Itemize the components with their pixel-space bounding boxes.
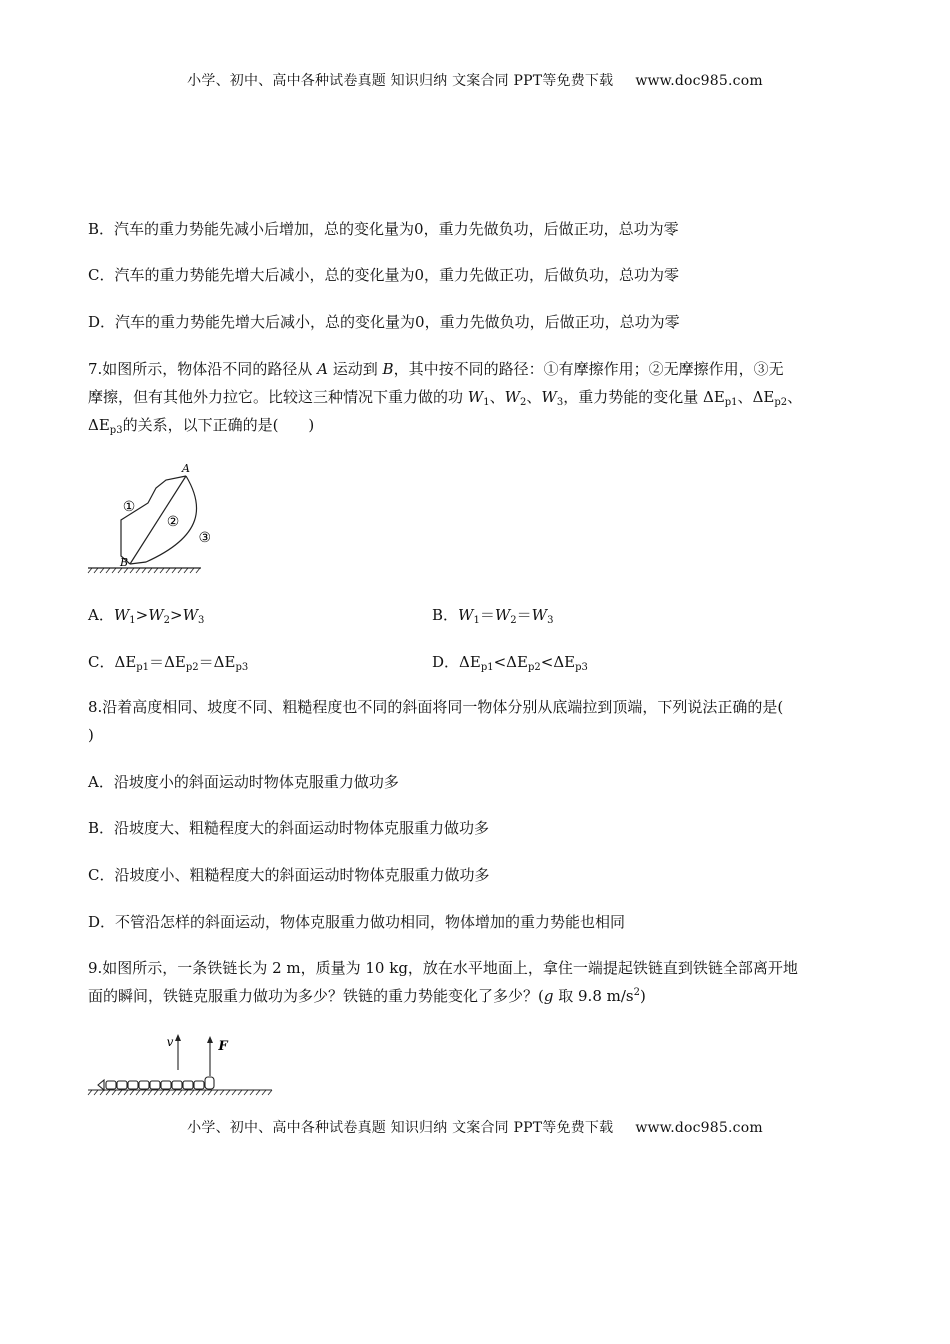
q8-option-a: A．沿坡度小的斜面运动时物体克服重力做功多	[88, 773, 399, 791]
footer-text: 小学、初中、高中各种试卷真题 知识归纳 文案合同 PPT等免费下载	[187, 1120, 614, 1136]
footer-site: www.doc985.com	[635, 1120, 763, 1136]
q8-option-d: D．不管沿怎样的斜面运动，物体克服重力做功相同，物体增加的重力势能也相同	[88, 913, 626, 931]
q7-option-d: D．$\Delta E_{p1}<\Delta E_{p2}<\Delta E_{p3}$	[432, 653, 588, 673]
q9-stem-line1: 9.如图所示，一条铁链长为 2 m，质量为 10 kg，放在水平地面上，拿住一端提起铁链直到铁链全部离开地	[88, 959, 798, 977]
q7-stem-line1: 7.如图所示，物体沿不同的路径从 A 运动到 B，其中按不同的路径：①有摩擦作用；②无摩擦作用，③无	[88, 360, 784, 378]
q9-fig-label-v: v	[166, 1035, 174, 1049]
q7-option-b: B．$W_1=W_2=W_3$	[432, 606, 554, 626]
q6-option-b: B．汽车的重力势能先减小后增加，总的变化量为0，重力先做负功，后做正功，总功为零	[88, 220, 679, 238]
q8-option-c: C．沿坡度小、粗糙程度大的斜面运动时物体克服重力做功多	[88, 866, 490, 884]
q7-fig-path2-label: ②	[166, 514, 180, 530]
q7-fig-path1-label: ①	[122, 499, 136, 515]
q7-fig-label-a: A	[182, 462, 190, 475]
q7-stem-line2: 摩擦，但有其他外力拉它。比较这三种情况下重力做的功 $W_1$、$W_2$、$W_3$，重力势能的变化量 $\Delta E_{p1}$、$\Delta E_{p2}$、	[88, 388, 803, 408]
header-site: www.doc985.com	[635, 73, 763, 89]
q6-option-c: C．汽车的重力势能先增大后减小，总的变化量为0，重力先做正功，后做负功，总功为零	[88, 266, 680, 284]
page-footer	[0, 1117, 950, 1137]
q7-option-a: A．$W_1>W_2>W_3$	[88, 606, 205, 626]
q7-fig-label-b: B	[119, 556, 129, 569]
q8-option-b: B．沿坡度大、粗糙程度大的斜面运动时物体克服重力做功多	[88, 819, 490, 837]
q9-stem-line2: 面的瞬间，铁链克服重力做功为多少？铁链的重力势能变化了多少？(g 取 9.8 $m/s^2$)	[88, 987, 646, 1005]
q8-stem-line1: 8.沿着高度相同、坡度不同、粗糙程度也不同的斜面将同一物体分别从底端拉到顶端，下列说法正确的是(	[88, 698, 784, 716]
q7-figure	[86, 458, 211, 578]
q7-option-c: C．$\Delta E_{p1}=\Delta E_{p2}=\Delta E_{p3}$	[88, 653, 249, 673]
header-text: 小学、初中、高中各种试卷真题 知识归纳 文案合同 PPT等免费下载	[187, 73, 614, 89]
q7-path-3	[130, 476, 197, 564]
q7-fig-path3-label: ③	[198, 530, 211, 546]
q6-option-d: D．汽车的重力势能先增大后减小，总的变化量为0，重力先做负功，后做正功，总功为零	[88, 313, 680, 331]
q8-stem-line2: )	[88, 726, 94, 744]
page-header	[0, 70, 950, 90]
q9-fig-label-f: F	[218, 1039, 228, 1054]
q9-figure	[86, 1030, 276, 1102]
q7-stem-line3: $\Delta E_{p3}$的关系，以下正确的是( )	[88, 416, 315, 436]
q9-chain	[98, 1077, 214, 1090]
